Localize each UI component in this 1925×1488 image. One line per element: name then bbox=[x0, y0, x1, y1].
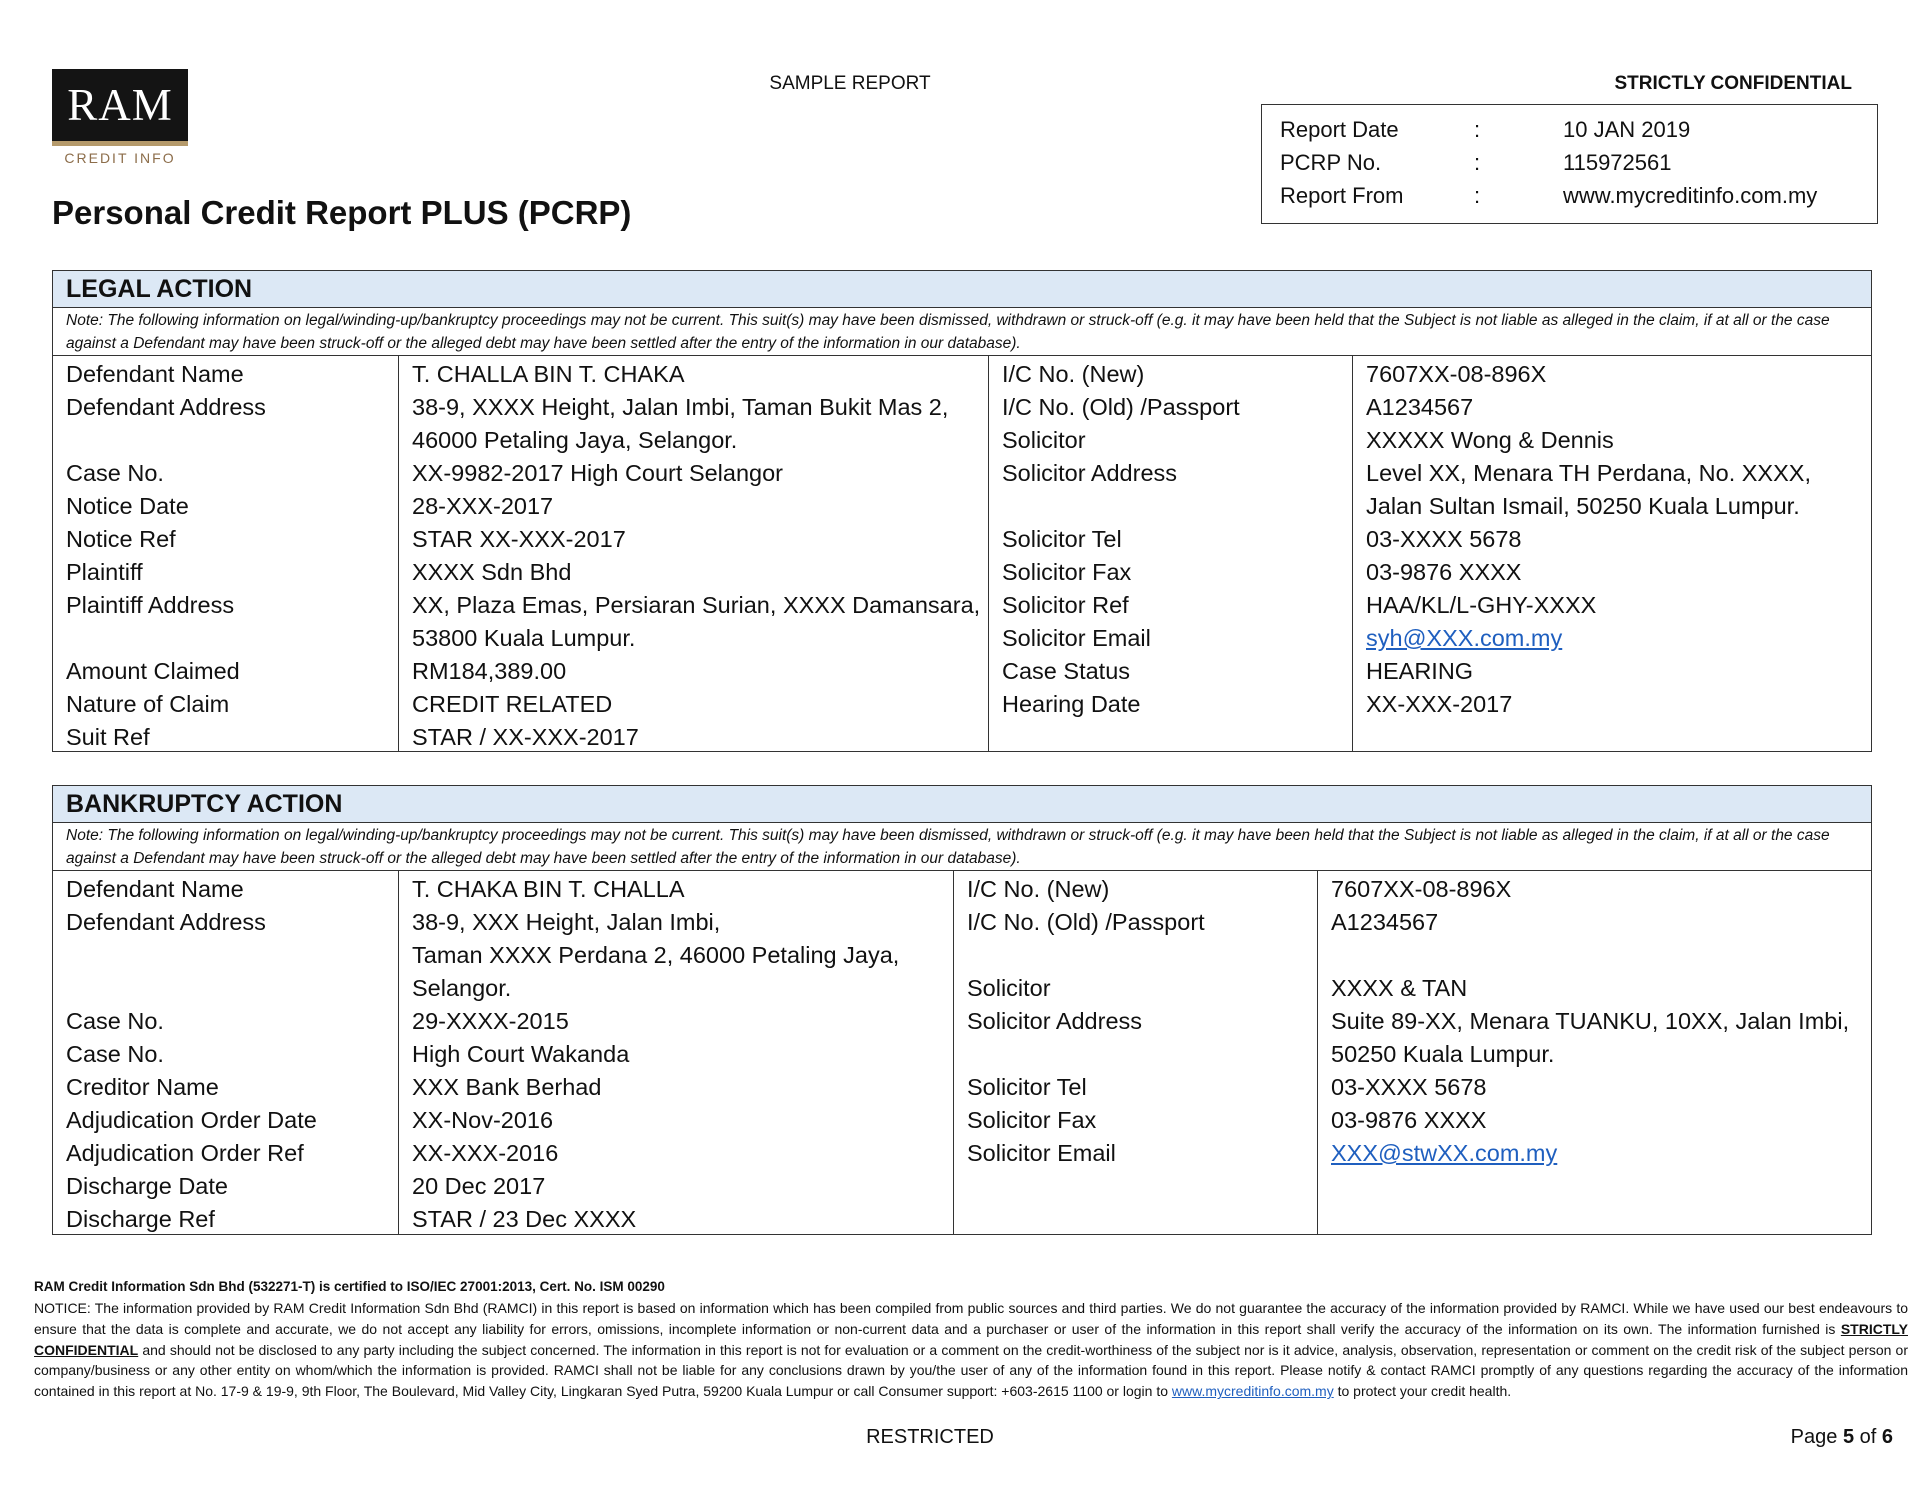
field-label: Discharge Date bbox=[66, 1173, 228, 1199]
field-label: Case No. bbox=[66, 1041, 164, 1067]
field-label: Nature of Claim bbox=[66, 691, 230, 717]
restricted-label: RESTRICTED bbox=[866, 1426, 994, 1448]
field-value: High Court Wakanda bbox=[412, 1041, 630, 1067]
meta-label: Report Date bbox=[1280, 117, 1399, 142]
field-label: I/C No. (New) bbox=[967, 876, 1110, 902]
legal-action-note: Note: The following information on legal/winding-up/bankruptcy proceedings may not be current. This suit(s) may have been dismissed, withdrawn or struck-off (e.g. it may have been held that the Subject is not liable as alleged in the claim, if at all or the case against a Defendant may have been struck-off or the alleged debt may have been settled after the entry of the information in our database). bbox=[53, 308, 1871, 356]
solicitor-email-link[interactable]: XXX@stwXX.com.my bbox=[1331, 1140, 1558, 1166]
field-label: Case Status bbox=[1002, 658, 1131, 684]
field-value: Selangor. bbox=[412, 975, 512, 1001]
field-value: 20 Dec 2017 bbox=[412, 1173, 546, 1199]
notice-text: to protect your credit health. bbox=[1337, 1383, 1512, 1400]
field-value: XXXX & TAN bbox=[1331, 975, 1468, 1001]
field-label: Solicitor Tel bbox=[967, 1074, 1087, 1100]
field-label: Solicitor Fax bbox=[967, 1107, 1097, 1133]
column-divider bbox=[398, 356, 399, 752]
certification-line: RAM Credit Information Sdn Bhd (532271-T) is certified to ISO/IEC 27001:2013, Cert. No. ISM 00290 bbox=[34, 1279, 665, 1294]
field-value: T. CHALLA BIN T. CHAKA bbox=[412, 361, 685, 387]
field-label: Solicitor bbox=[967, 975, 1051, 1001]
field-value: RM184,389.00 bbox=[412, 658, 567, 684]
field-value: A1234567 bbox=[1366, 394, 1474, 420]
field-value: Level XX, Menara TH Perdana, No. XXXX, bbox=[1366, 460, 1811, 486]
field-value: 38-9, XXXX Height, Jalan Imbi, Taman Bukit Mas 2, bbox=[412, 394, 949, 420]
field-value: HAA/KL/L-GHY-XXXX bbox=[1366, 592, 1597, 618]
notice-text: NOTICE: The information provided by RAM Credit Information Sdn Bhd (RAMCI) in this report is based on information which has been compiled from public sources and third parties. We do not guarantee the accuracy of the information provided by RAMCI. While we have used our best endeavours to ensure that the data is complete and accurate, we do not accept any liability for errors, omissions, incomplete information or non-current data and a purchaser or user of the information in this report shall verify the accuracy of the information on its own. The information furnished is bbox=[34, 1300, 1908, 1337]
bankruptcy-action-heading: BANKRUPTCY ACTION bbox=[53, 786, 1871, 823]
column-divider bbox=[988, 356, 989, 752]
field-label: Case No. bbox=[66, 1008, 164, 1034]
column-divider bbox=[1352, 356, 1353, 752]
meta-value: 115972561 bbox=[1563, 150, 1672, 175]
page-total: 6 bbox=[1881, 1426, 1893, 1448]
meta-sep: : bbox=[1474, 183, 1481, 208]
field-label: Solicitor Address bbox=[967, 1008, 1143, 1034]
meta-sep: : bbox=[1474, 150, 1481, 175]
field-label: Defendant Address bbox=[66, 909, 266, 935]
column-divider bbox=[953, 871, 954, 1235]
field-label: I/C No. (Old) /Passport bbox=[1002, 394, 1240, 420]
ram-logo: RAM bbox=[52, 69, 188, 141]
field-label: Adjudication Order Date bbox=[66, 1107, 317, 1133]
field-value: Suite 89-XX, Menara TUANKU, 10XX, Jalan Imbi, bbox=[1331, 1008, 1850, 1034]
field-value: 03-9876 XXXX bbox=[1331, 1107, 1487, 1133]
legal-action-heading: LEGAL ACTION bbox=[53, 271, 1871, 308]
notice-paragraph bbox=[34, 1298, 1908, 1402]
field-value: A1234567 bbox=[1331, 909, 1439, 935]
field-label: Defendant Address bbox=[66, 394, 266, 420]
field-label: Solicitor Ref bbox=[1002, 592, 1129, 618]
field-value: STAR XX-XXX-2017 bbox=[412, 526, 626, 552]
field-label: Discharge Ref bbox=[66, 1206, 215, 1232]
notice-text: and should not be disclosed to any party including the subject concerned. The information in this report is not for evaluation or a comment on the credit-worthiness of the subject nor is it advice, analysis, observation, representation or comment on the credit risk of the subject person or company/business or any other entity on whom/which the information is provided. RAMCI shall not be liable for any conclusions drawn by you/the user of any of the information found in this report. Please notify & contact RAMCI promptly of any questions regarding the accuracy of the information contained in this report at No. 17-9 & 19-9, 9th Floor, The Boulevard, Mid Valley City, Lingkaran Syed Putra, 59200 Kuala Lumpur or call Consumer support: +603-2615 1100 or login to bbox=[34, 1341, 1909, 1400]
field-label: Solicitor Address bbox=[1002, 460, 1178, 486]
field-value: STAR / 23 Dec XXXX bbox=[412, 1206, 637, 1232]
field-value: XX-XXX-2016 bbox=[412, 1140, 559, 1166]
field-value: 29-XXXX-2015 bbox=[412, 1008, 569, 1034]
field-label: Solicitor bbox=[1002, 427, 1086, 453]
page-current: 5 bbox=[1842, 1426, 1855, 1448]
field-value: 03-9876 XXXX bbox=[1366, 559, 1522, 585]
field-value: XXXX Sdn Bhd bbox=[412, 559, 572, 585]
page-number bbox=[1700, 1426, 1893, 1449]
field-label: Suit Ref bbox=[66, 724, 150, 750]
field-value: 50250 Kuala Lumpur. bbox=[1331, 1041, 1555, 1067]
field-label: Plaintiff bbox=[66, 559, 143, 585]
field-label: Hearing Date bbox=[1002, 691, 1141, 717]
field-label: Notice Ref bbox=[66, 526, 176, 552]
field-label: I/C No. (New) bbox=[1002, 361, 1145, 387]
logo-subtext: CREDIT INFO bbox=[64, 150, 176, 166]
column-divider bbox=[398, 871, 399, 1235]
solicitor-email-link[interactable]: syh@XXX.com.my bbox=[1366, 625, 1563, 651]
bankruptcy-action-section bbox=[52, 785, 1872, 1235]
field-label: Creditor Name bbox=[66, 1074, 219, 1100]
notice-strictly-confidential: STRICTLY CONFIDENTIAL bbox=[34, 1320, 1908, 1358]
meta-sep: : bbox=[1474, 117, 1481, 142]
field-value: XX-Nov-2016 bbox=[412, 1107, 554, 1133]
field-value: T. CHAKA BIN T. CHALLA bbox=[412, 876, 685, 902]
sample-report-label: SAMPLE REPORT bbox=[769, 73, 931, 94]
meta-value: 10 JAN 2019 bbox=[1563, 117, 1691, 142]
field-value: XX-XXX-2017 bbox=[1366, 691, 1513, 717]
field-value: 7607XX-08-896X bbox=[1331, 876, 1512, 902]
field-label: I/C No. (Old) /Passport bbox=[967, 909, 1205, 935]
meta-label: Report From bbox=[1280, 183, 1404, 208]
field-value: 38-9, XXX Height, Jalan Imbi, bbox=[412, 909, 721, 935]
confidential-label: STRICTLY CONFIDENTIAL bbox=[1614, 73, 1852, 94]
field-value: XX-9982-2017 High Court Selangor bbox=[412, 460, 784, 486]
field-label: Solicitor Email bbox=[1002, 625, 1151, 651]
notice-website-link[interactable]: www.mycreditinfo.com.my bbox=[1171, 1383, 1334, 1400]
field-label: Solicitor Email bbox=[967, 1140, 1116, 1166]
field-label: Defendant Name bbox=[66, 361, 244, 387]
field-value: STAR / XX-XXX-2017 bbox=[412, 724, 639, 750]
meta-value: www.mycreditinfo.com.my bbox=[1563, 183, 1818, 208]
field-value: 03-XXXX 5678 bbox=[1331, 1074, 1487, 1100]
field-value: 7607XX-08-896X bbox=[1366, 361, 1547, 387]
field-value: CREDIT RELATED bbox=[412, 691, 613, 717]
field-label: Plaintiff Address bbox=[66, 592, 235, 618]
field-label: Solicitor Fax bbox=[1002, 559, 1132, 585]
report-meta-box bbox=[1261, 104, 1878, 224]
field-label: Case No. bbox=[66, 460, 164, 486]
field-value: XXXXX Wong & Dennis bbox=[1366, 427, 1614, 453]
field-value: XXX Bank Berhad bbox=[412, 1074, 602, 1100]
page-prefix: Page bbox=[1790, 1426, 1838, 1448]
field-label: Solicitor Tel bbox=[1002, 526, 1122, 552]
logo-accent-bar bbox=[52, 141, 188, 146]
field-label: Adjudication Order Ref bbox=[66, 1140, 304, 1166]
legal-action-section bbox=[52, 270, 1872, 752]
bankruptcy-action-note: Note: The following information on legal/winding-up/bankruptcy proceedings may not be current. This suit(s) may have been dismissed, withdrawn or struck-off (e.g. it may have been held that the Subject is not liable as alleged in the claim, if at all or the case against a Defendant may have been struck-off or the alleged debt may have been settled after the entry of the information in our database). bbox=[53, 823, 1871, 871]
page-of: of bbox=[1859, 1426, 1877, 1448]
field-value: HEARING bbox=[1366, 658, 1474, 684]
field-value: 53800 Kuala Lumpur. bbox=[412, 625, 636, 651]
field-value: Taman XXXX Perdana 2, 46000 Petaling Jaya, bbox=[412, 942, 900, 968]
field-label: Defendant Name bbox=[66, 876, 244, 902]
field-label: Amount Claimed bbox=[66, 658, 240, 684]
meta-label: PCRP No. bbox=[1280, 150, 1382, 175]
field-value: Jalan Sultan Ismail, 50250 Kuala Lumpur. bbox=[1366, 493, 1800, 519]
field-value: XX, Plaza Emas, Persiaran Surian, XXXX Damansara, bbox=[412, 592, 981, 618]
field-value: 46000 Petaling Jaya, Selangor. bbox=[412, 427, 738, 453]
report-title: Personal Credit Report PLUS (PCRP) bbox=[52, 194, 632, 231]
field-value: 03-XXXX 5678 bbox=[1366, 526, 1522, 552]
field-value: 28-XXX-2017 bbox=[412, 493, 554, 519]
field-label: Notice Date bbox=[66, 493, 189, 519]
column-divider bbox=[1317, 871, 1318, 1235]
